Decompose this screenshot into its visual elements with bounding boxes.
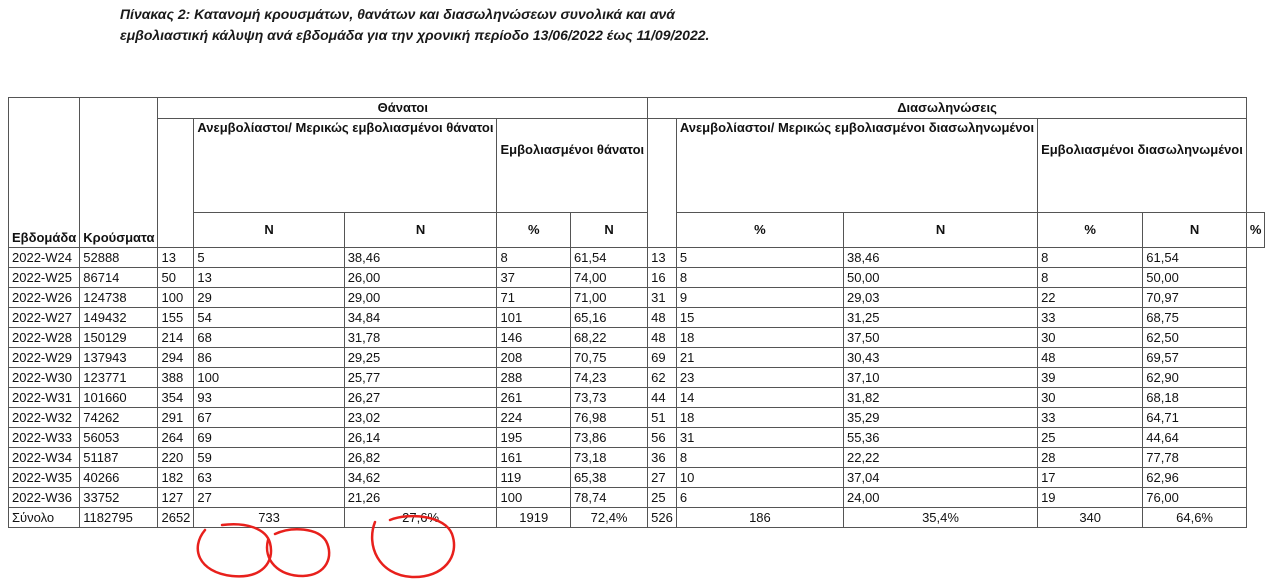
circle-annotation <box>267 529 329 576</box>
value-cell: 48 <box>648 308 677 328</box>
value-cell: 33752 <box>80 488 158 508</box>
value-cell: 119 <box>497 468 570 488</box>
value-cell: 37,50 <box>843 328 1037 348</box>
value-cell: 51187 <box>80 448 158 468</box>
value-cell: 208 <box>497 348 570 368</box>
value-cell: 9 <box>676 288 843 308</box>
table-row <box>9 368 1265 388</box>
table-row <box>9 348 1265 368</box>
total-row <box>9 508 1265 528</box>
value-cell: 86714 <box>80 268 158 288</box>
circle-annotation <box>198 524 271 576</box>
value-cell: 13 <box>648 248 677 268</box>
value-cell: 50 <box>158 268 194 288</box>
value-cell: 340 <box>1038 508 1143 528</box>
table-row <box>9 488 1265 508</box>
value-cell: 55,36 <box>843 428 1037 448</box>
value-cell: 63 <box>194 468 344 488</box>
value-cell: 44,64 <box>1143 428 1247 448</box>
value-cell: 21,26 <box>344 488 497 508</box>
value-cell: 186 <box>676 508 843 528</box>
value-cell: 2652 <box>158 508 194 528</box>
table-caption: Πίνακας 2: Κατανομή κρουσμάτων, θανάτων και διασωληνώσεων συνολικά και ανά εμβολιαστική κάλυψη ανά εβδομάδα για την χρονική περίοδο 13/06/2022 έως 11/09/2022. <box>120 6 710 43</box>
value-cell: 1182795 <box>80 508 158 528</box>
header-vaccinated-deaths: Εμβολιασμένοι θάνατοι <box>497 119 648 213</box>
value-cell: 37,04 <box>843 468 1037 488</box>
value-cell: 8 <box>1038 268 1143 288</box>
header-pct: % <box>1038 213 1143 248</box>
value-cell: 76,98 <box>570 408 647 428</box>
header-pct: % <box>1246 213 1265 248</box>
value-cell: 25,77 <box>344 368 497 388</box>
value-cell: 25 <box>648 488 677 508</box>
value-cell: 71 <box>497 288 570 308</box>
table-row <box>9 388 1265 408</box>
value-cell: 31,78 <box>344 328 497 348</box>
week-cell: 2022-W33 <box>9 428 80 448</box>
value-cell: 35,4% <box>843 508 1037 528</box>
week-cell: 2022-W27 <box>9 308 80 328</box>
value-cell: 261 <box>497 388 570 408</box>
value-cell: 34,62 <box>344 468 497 488</box>
value-cell: 26,82 <box>344 448 497 468</box>
value-cell: 137943 <box>80 348 158 368</box>
value-cell: 29,25 <box>344 348 497 368</box>
value-cell: 50,00 <box>1143 268 1247 288</box>
value-cell: 182 <box>158 468 194 488</box>
value-cell: 100 <box>158 288 194 308</box>
value-cell: 24,00 <box>843 488 1037 508</box>
value-cell: 30 <box>1038 328 1143 348</box>
week-cell: 2022-W24 <box>9 248 80 268</box>
value-cell: 35,29 <box>843 408 1037 428</box>
value-cell: 19 <box>1038 488 1143 508</box>
value-cell: 50,00 <box>843 268 1037 288</box>
value-cell: 77,78 <box>1143 448 1247 468</box>
value-cell: 65,38 <box>570 468 647 488</box>
header-n: N <box>843 213 1037 248</box>
value-cell: 48 <box>1038 348 1143 368</box>
value-cell: 72,4% <box>570 508 647 528</box>
value-cell: 733 <box>194 508 344 528</box>
value-cell: 56 <box>648 428 677 448</box>
value-cell: 68,22 <box>570 328 647 348</box>
value-cell: 61,54 <box>1143 248 1247 268</box>
value-cell: 54 <box>194 308 344 328</box>
header-vaccinated-intubated: Εμβολιασμένοι διασωληνωμένοι <box>1038 119 1247 213</box>
value-cell: 150129 <box>80 328 158 348</box>
value-cell: 224 <box>497 408 570 428</box>
value-cell: 31,82 <box>843 388 1037 408</box>
value-cell: 155 <box>158 308 194 328</box>
value-cell: 74,23 <box>570 368 647 388</box>
value-cell: 34,84 <box>344 308 497 328</box>
value-cell: 10 <box>676 468 843 488</box>
value-cell: 29,03 <box>843 288 1037 308</box>
value-cell: 101660 <box>80 388 158 408</box>
value-cell: 17 <box>1038 468 1143 488</box>
value-cell: 74,00 <box>570 268 647 288</box>
value-cell: 30,43 <box>843 348 1037 368</box>
table-row <box>9 288 1265 308</box>
value-cell: 68,75 <box>1143 308 1247 328</box>
table-row <box>9 328 1265 348</box>
header-n: N <box>1143 213 1247 248</box>
value-cell: 76,00 <box>1143 488 1247 508</box>
value-cell: 62 <box>648 368 677 388</box>
value-cell: 48 <box>648 328 677 348</box>
value-cell: 31 <box>648 288 677 308</box>
value-cell: 14 <box>676 388 843 408</box>
data-table <box>8 97 1265 528</box>
header-cases: Κρούσματα <box>80 98 158 248</box>
value-cell: 44 <box>648 388 677 408</box>
header-n: N <box>570 213 647 248</box>
header-deaths: Θάνατοι <box>158 98 648 119</box>
header-pct: % <box>497 213 570 248</box>
value-cell: 1919 <box>497 508 570 528</box>
value-cell: 37 <box>497 268 570 288</box>
value-cell: 39 <box>1038 368 1143 388</box>
value-cell: 73,18 <box>570 448 647 468</box>
value-cell: 86 <box>194 348 344 368</box>
value-cell: 161 <box>497 448 570 468</box>
value-cell: 67 <box>194 408 344 428</box>
value-cell: 73,86 <box>570 428 647 448</box>
value-cell: 31 <box>676 428 843 448</box>
value-cell: 15 <box>676 308 843 328</box>
value-cell: 291 <box>158 408 194 428</box>
value-cell: 27,6% <box>344 508 497 528</box>
value-cell: 51 <box>648 408 677 428</box>
value-cell: 294 <box>158 348 194 368</box>
value-cell: 5 <box>676 248 843 268</box>
value-cell: 36 <box>648 448 677 468</box>
value-cell: 16 <box>648 268 677 288</box>
value-cell: 149432 <box>80 308 158 328</box>
value-cell: 27 <box>648 468 677 488</box>
value-cell: 100 <box>194 368 344 388</box>
value-cell: 64,71 <box>1143 408 1247 428</box>
value-cell: 29 <box>194 288 344 308</box>
value-cell: 146 <box>497 328 570 348</box>
table-row <box>9 448 1265 468</box>
value-cell: 33 <box>1038 308 1143 328</box>
value-cell: 23,02 <box>344 408 497 428</box>
value-cell: 8 <box>676 268 843 288</box>
value-cell: 70,97 <box>1143 288 1247 308</box>
header-unvaccinated-deaths: Ανεμβολίαστοι/ Μερικώς εμβολιασμένοι θάνατοι <box>194 119 497 213</box>
week-cell: 2022-W30 <box>9 368 80 388</box>
value-cell: 69 <box>648 348 677 368</box>
week-cell: 2022-W26 <box>9 288 80 308</box>
value-cell: 264 <box>158 428 194 448</box>
value-cell: 124738 <box>80 288 158 308</box>
header-pct: % <box>676 213 843 248</box>
week-cell: 2022-W31 <box>9 388 80 408</box>
value-cell: 52888 <box>80 248 158 268</box>
value-cell: 62,96 <box>1143 468 1247 488</box>
header-intubations: Διασωληνώσεις <box>648 98 1247 119</box>
value-cell: 71,00 <box>570 288 647 308</box>
header-unvaccinated-intubated: Ανεμβολίαστοι/ Μερικώς εμβολιασμένοι διασωληνωμένοι <box>676 119 1037 213</box>
week-cell: 2022-W36 <box>9 488 80 508</box>
value-cell: 214 <box>158 328 194 348</box>
value-cell: 8 <box>1038 248 1143 268</box>
value-cell: 526 <box>648 508 677 528</box>
value-cell: 69,57 <box>1143 348 1247 368</box>
value-cell: 23 <box>676 368 843 388</box>
value-cell: 65,16 <box>570 308 647 328</box>
value-cell: 30 <box>1038 388 1143 408</box>
value-cell: 27 <box>194 488 344 508</box>
value-cell: 69 <box>194 428 344 448</box>
week-cell: 2022-W29 <box>9 348 80 368</box>
value-cell: 40266 <box>80 468 158 488</box>
value-cell: 93 <box>194 388 344 408</box>
header-n: N <box>194 213 344 248</box>
table-row <box>9 248 1265 268</box>
value-cell: 18 <box>676 408 843 428</box>
value-cell: 100 <box>497 488 570 508</box>
value-cell: 288 <box>497 368 570 388</box>
value-cell: 101 <box>497 308 570 328</box>
value-cell: 70,75 <box>570 348 647 368</box>
value-cell: 22 <box>1038 288 1143 308</box>
value-cell: 13 <box>158 248 194 268</box>
table-row <box>9 428 1265 448</box>
value-cell: 5 <box>194 248 344 268</box>
value-cell: 59 <box>194 448 344 468</box>
value-cell: 8 <box>676 448 843 468</box>
week-cell: 2022-W25 <box>9 268 80 288</box>
value-cell: 388 <box>158 368 194 388</box>
week-cell: 2022-W34 <box>9 448 80 468</box>
value-cell: 28 <box>1038 448 1143 468</box>
table-row <box>9 268 1265 288</box>
value-cell: 21 <box>676 348 843 368</box>
value-cell: 62,50 <box>1143 328 1247 348</box>
value-cell: 26,14 <box>344 428 497 448</box>
value-cell: 68 <box>194 328 344 348</box>
value-cell: 78,74 <box>570 488 647 508</box>
value-cell: 73,73 <box>570 388 647 408</box>
value-cell: 220 <box>158 448 194 468</box>
week-cell: Σύνολο <box>9 508 80 528</box>
value-cell: 68,18 <box>1143 388 1247 408</box>
value-cell: 6 <box>676 488 843 508</box>
value-cell: 26,27 <box>344 388 497 408</box>
value-cell: 31,25 <box>843 308 1037 328</box>
header-n: N <box>344 213 497 248</box>
header-week: Εβδομάδα <box>9 98 80 248</box>
value-cell: 13 <box>194 268 344 288</box>
value-cell: 25 <box>1038 428 1143 448</box>
value-cell: 354 <box>158 388 194 408</box>
value-cell: 195 <box>497 428 570 448</box>
week-cell: 2022-W28 <box>9 328 80 348</box>
value-cell: 37,10 <box>843 368 1037 388</box>
value-cell: 74262 <box>80 408 158 428</box>
table-row <box>9 468 1265 488</box>
value-cell: 64,6% <box>1143 508 1247 528</box>
table-row <box>9 408 1265 428</box>
value-cell: 22,22 <box>843 448 1037 468</box>
value-cell: 33 <box>1038 408 1143 428</box>
table-row <box>9 308 1265 328</box>
value-cell: 56053 <box>80 428 158 448</box>
value-cell: 18 <box>676 328 843 348</box>
value-cell: 38,46 <box>843 248 1037 268</box>
value-cell: 127 <box>158 488 194 508</box>
value-cell: 26,00 <box>344 268 497 288</box>
value-cell: 62,90 <box>1143 368 1247 388</box>
week-cell: 2022-W32 <box>9 408 80 428</box>
week-cell: 2022-W35 <box>9 468 80 488</box>
value-cell: 8 <box>497 248 570 268</box>
value-cell: 61,54 <box>570 248 647 268</box>
value-cell: 123771 <box>80 368 158 388</box>
value-cell: 29,00 <box>344 288 497 308</box>
value-cell: 38,46 <box>344 248 497 268</box>
